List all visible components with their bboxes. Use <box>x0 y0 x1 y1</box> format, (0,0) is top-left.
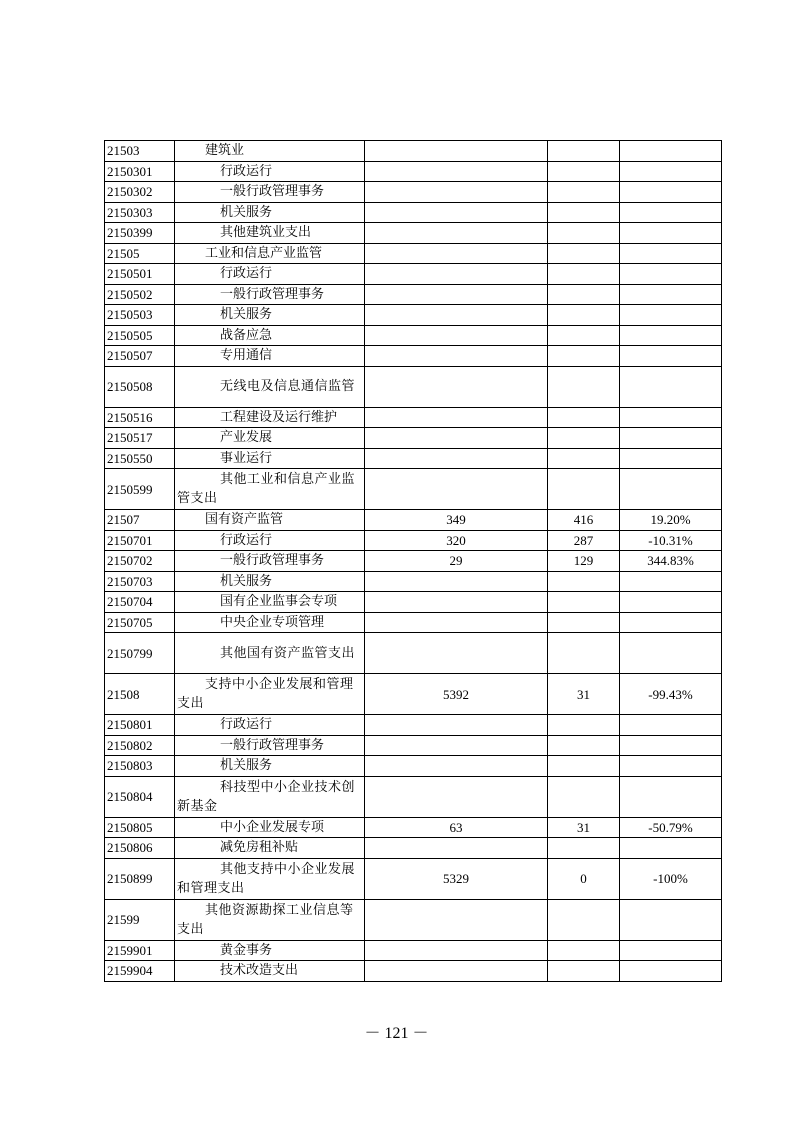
row-change-rate <box>620 284 722 305</box>
row-value-b <box>548 325 620 346</box>
row-value-b <box>548 366 620 407</box>
row-value-b <box>548 756 620 777</box>
row-code: 2150701 <box>105 530 175 551</box>
table-row <box>105 243 722 264</box>
row-change-rate <box>620 633 722 674</box>
row-name: 机关服务 <box>175 756 365 777</box>
row-name: 国有资产监管 <box>175 510 365 531</box>
table-row <box>105 612 722 633</box>
row-value-a <box>365 715 548 736</box>
row-code: 2150804 <box>105 776 175 817</box>
table-row <box>105 407 722 428</box>
table-row <box>105 346 722 367</box>
row-code: 2150505 <box>105 325 175 346</box>
table-row <box>105 264 722 285</box>
row-change-rate <box>620 592 722 613</box>
table-row <box>105 551 722 572</box>
row-value-b <box>548 961 620 982</box>
row-code: 2150899 <box>105 858 175 899</box>
row-code: 2150508 <box>105 366 175 407</box>
row-code: 2150399 <box>105 223 175 244</box>
row-change-rate <box>620 305 722 326</box>
table-row <box>105 776 722 817</box>
row-code: 2150799 <box>105 633 175 674</box>
row-change-rate: 344.83% <box>620 551 722 572</box>
row-code: 2150302 <box>105 182 175 203</box>
row-change-rate <box>620 141 722 162</box>
row-code: 2150801 <box>105 715 175 736</box>
row-value-b <box>548 305 620 326</box>
row-code: 2150704 <box>105 592 175 613</box>
table-row <box>105 305 722 326</box>
row-value-b <box>548 633 620 674</box>
row-value-a <box>365 141 548 162</box>
row-value-b: 129 <box>548 551 620 572</box>
row-value-a: 63 <box>365 817 548 838</box>
row-code: 2150550 <box>105 448 175 469</box>
row-value-a <box>365 735 548 756</box>
row-name: 其他资源勘探工业信息等支出 <box>175 899 365 940</box>
row-change-rate <box>620 202 722 223</box>
row-value-b <box>548 243 620 264</box>
row-name: 其他支持中小企业发展和管理支出 <box>175 858 365 899</box>
row-value-a <box>365 407 548 428</box>
row-name: 工业和信息产业监管 <box>175 243 365 264</box>
row-change-rate: -99.43% <box>620 674 722 715</box>
table-row <box>105 961 722 982</box>
table-row <box>105 202 722 223</box>
row-change-rate <box>620 961 722 982</box>
row-value-b <box>548 592 620 613</box>
row-code: 2150599 <box>105 469 175 510</box>
row-name: 一般行政管理事务 <box>175 182 365 203</box>
row-value-a <box>365 776 548 817</box>
row-value-a <box>365 469 548 510</box>
row-value-a <box>365 325 548 346</box>
row-change-rate <box>620 264 722 285</box>
row-value-b <box>548 469 620 510</box>
row-value-a: 29 <box>365 551 548 572</box>
row-change-rate <box>620 940 722 961</box>
table-row <box>105 940 722 961</box>
row-value-b <box>548 715 620 736</box>
row-change-rate: 19.20% <box>620 510 722 531</box>
row-value-a <box>365 756 548 777</box>
row-name: 减免房租补贴 <box>175 838 365 859</box>
row-value-b: 287 <box>548 530 620 551</box>
row-change-rate <box>620 776 722 817</box>
row-code: 2150703 <box>105 571 175 592</box>
row-code: 2150516 <box>105 407 175 428</box>
row-name: 科技型中小企业技术创新基金 <box>175 776 365 817</box>
row-change-rate <box>620 448 722 469</box>
row-name: 机关服务 <box>175 202 365 223</box>
row-code: 2150702 <box>105 551 175 572</box>
row-name: 专用通信 <box>175 346 365 367</box>
table-row <box>105 838 722 859</box>
row-code: 21503 <box>105 141 175 162</box>
row-name: 行政运行 <box>175 530 365 551</box>
row-change-rate <box>620 366 722 407</box>
row-value-b <box>548 346 620 367</box>
row-name: 工程建设及运行维护 <box>175 407 365 428</box>
budget-table <box>104 140 722 982</box>
row-change-rate <box>620 899 722 940</box>
row-name: 中小企业发展专项 <box>175 817 365 838</box>
budget-table-body <box>105 141 722 982</box>
row-value-a <box>365 899 548 940</box>
row-value-b <box>548 776 620 817</box>
table-row <box>105 325 722 346</box>
row-code: 2150705 <box>105 612 175 633</box>
row-code: 2150502 <box>105 284 175 305</box>
table-row <box>105 899 722 940</box>
row-value-a: 349 <box>365 510 548 531</box>
row-value-a <box>365 592 548 613</box>
row-change-rate <box>620 407 722 428</box>
table-row <box>105 469 722 510</box>
row-value-a: 5329 <box>365 858 548 899</box>
table-row <box>105 161 722 182</box>
row-name: 一般行政管理事务 <box>175 284 365 305</box>
row-name: 建筑业 <box>175 141 365 162</box>
row-change-rate <box>620 735 722 756</box>
row-value-a <box>365 284 548 305</box>
row-change-rate <box>620 223 722 244</box>
row-code: 2150501 <box>105 264 175 285</box>
table-row <box>105 223 722 244</box>
row-change-rate <box>620 838 722 859</box>
table-row <box>105 817 722 838</box>
row-value-b <box>548 223 620 244</box>
table-row <box>105 592 722 613</box>
row-value-b <box>548 182 620 203</box>
table-row <box>105 674 722 715</box>
row-value-b: 0 <box>548 858 620 899</box>
row-value-a <box>365 633 548 674</box>
row-change-rate: -50.79% <box>620 817 722 838</box>
row-code: 2150806 <box>105 838 175 859</box>
row-name: 一般行政管理事务 <box>175 551 365 572</box>
row-value-a <box>365 202 548 223</box>
row-value-b: 416 <box>548 510 620 531</box>
row-value-a <box>365 428 548 449</box>
row-value-b <box>548 284 620 305</box>
row-value-b <box>548 838 620 859</box>
page-number: － 121 － <box>364 1025 429 1042</box>
row-name: 其他建筑业支出 <box>175 223 365 244</box>
row-change-rate <box>620 243 722 264</box>
row-name: 机关服务 <box>175 305 365 326</box>
row-code: 21505 <box>105 243 175 264</box>
row-name: 机关服务 <box>175 571 365 592</box>
row-code: 2150507 <box>105 346 175 367</box>
table-row <box>105 510 722 531</box>
row-name: 黄金事务 <box>175 940 365 961</box>
row-name: 技术改造支出 <box>175 961 365 982</box>
row-code: 21599 <box>105 899 175 940</box>
row-change-rate <box>620 161 722 182</box>
row-value-a <box>365 366 548 407</box>
table-row <box>105 858 722 899</box>
row-value-b <box>548 571 620 592</box>
table-row <box>105 756 722 777</box>
row-value-a: 320 <box>365 530 548 551</box>
row-name: 一般行政管理事务 <box>175 735 365 756</box>
row-value-a: 5392 <box>365 674 548 715</box>
row-code: 2159904 <box>105 961 175 982</box>
row-value-b: 31 <box>548 817 620 838</box>
table-row <box>105 182 722 203</box>
row-value-a <box>365 264 548 285</box>
row-name: 其他工业和信息产业监管支出 <box>175 469 365 510</box>
row-code: 21508 <box>105 674 175 715</box>
row-value-b <box>548 141 620 162</box>
row-value-a <box>365 961 548 982</box>
table-row <box>105 448 722 469</box>
row-code: 2159901 <box>105 940 175 961</box>
table-row <box>105 715 722 736</box>
row-code: 21507 <box>105 510 175 531</box>
row-name: 产业发展 <box>175 428 365 449</box>
row-change-rate <box>620 428 722 449</box>
row-name: 事业运行 <box>175 448 365 469</box>
row-value-a <box>365 182 548 203</box>
row-code: 2150517 <box>105 428 175 449</box>
table-row <box>105 366 722 407</box>
row-change-rate <box>620 182 722 203</box>
table-row <box>105 633 722 674</box>
table-row <box>105 530 722 551</box>
row-change-rate <box>620 325 722 346</box>
row-change-rate: -100% <box>620 858 722 899</box>
row-value-a <box>365 612 548 633</box>
row-value-a <box>365 305 548 326</box>
row-code: 2150802 <box>105 735 175 756</box>
row-value-b <box>548 161 620 182</box>
row-value-a <box>365 571 548 592</box>
row-change-rate <box>620 469 722 510</box>
row-value-b <box>548 264 620 285</box>
row-name: 战备应急 <box>175 325 365 346</box>
row-value-a <box>365 940 548 961</box>
table-row <box>105 735 722 756</box>
row-change-rate <box>620 346 722 367</box>
row-code: 2150803 <box>105 756 175 777</box>
row-code: 2150503 <box>105 305 175 326</box>
row-value-a <box>365 448 548 469</box>
row-value-b <box>548 612 620 633</box>
row-name: 无线电及信息通信监管 <box>175 366 365 407</box>
table-row <box>105 428 722 449</box>
row-value-b: 31 <box>548 674 620 715</box>
row-value-a <box>365 346 548 367</box>
row-value-a <box>365 223 548 244</box>
row-name: 行政运行 <box>175 161 365 182</box>
row-value-b <box>548 448 620 469</box>
row-change-rate <box>620 756 722 777</box>
row-code: 2150301 <box>105 161 175 182</box>
row-value-b <box>548 407 620 428</box>
table-row <box>105 141 722 162</box>
row-value-a <box>365 838 548 859</box>
row-change-rate <box>620 715 722 736</box>
row-code: 2150805 <box>105 817 175 838</box>
row-value-b <box>548 202 620 223</box>
row-name: 行政运行 <box>175 264 365 285</box>
row-name: 国有企业监事会专项 <box>175 592 365 613</box>
row-change-rate <box>620 571 722 592</box>
row-value-b <box>548 899 620 940</box>
row-code: 2150303 <box>105 202 175 223</box>
row-value-b <box>548 940 620 961</box>
row-value-a <box>365 161 548 182</box>
row-value-a <box>365 243 548 264</box>
row-name: 其他国有资产监管支出 <box>175 633 365 674</box>
row-name: 支持中小企业发展和管理支出 <box>175 674 365 715</box>
row-name: 行政运行 <box>175 715 365 736</box>
table-row <box>105 284 722 305</box>
table-row <box>105 571 722 592</box>
row-value-b <box>548 735 620 756</box>
row-change-rate <box>620 612 722 633</box>
row-change-rate: -10.31% <box>620 530 722 551</box>
row-name: 中央企业专项管理 <box>175 612 365 633</box>
row-value-b <box>548 428 620 449</box>
